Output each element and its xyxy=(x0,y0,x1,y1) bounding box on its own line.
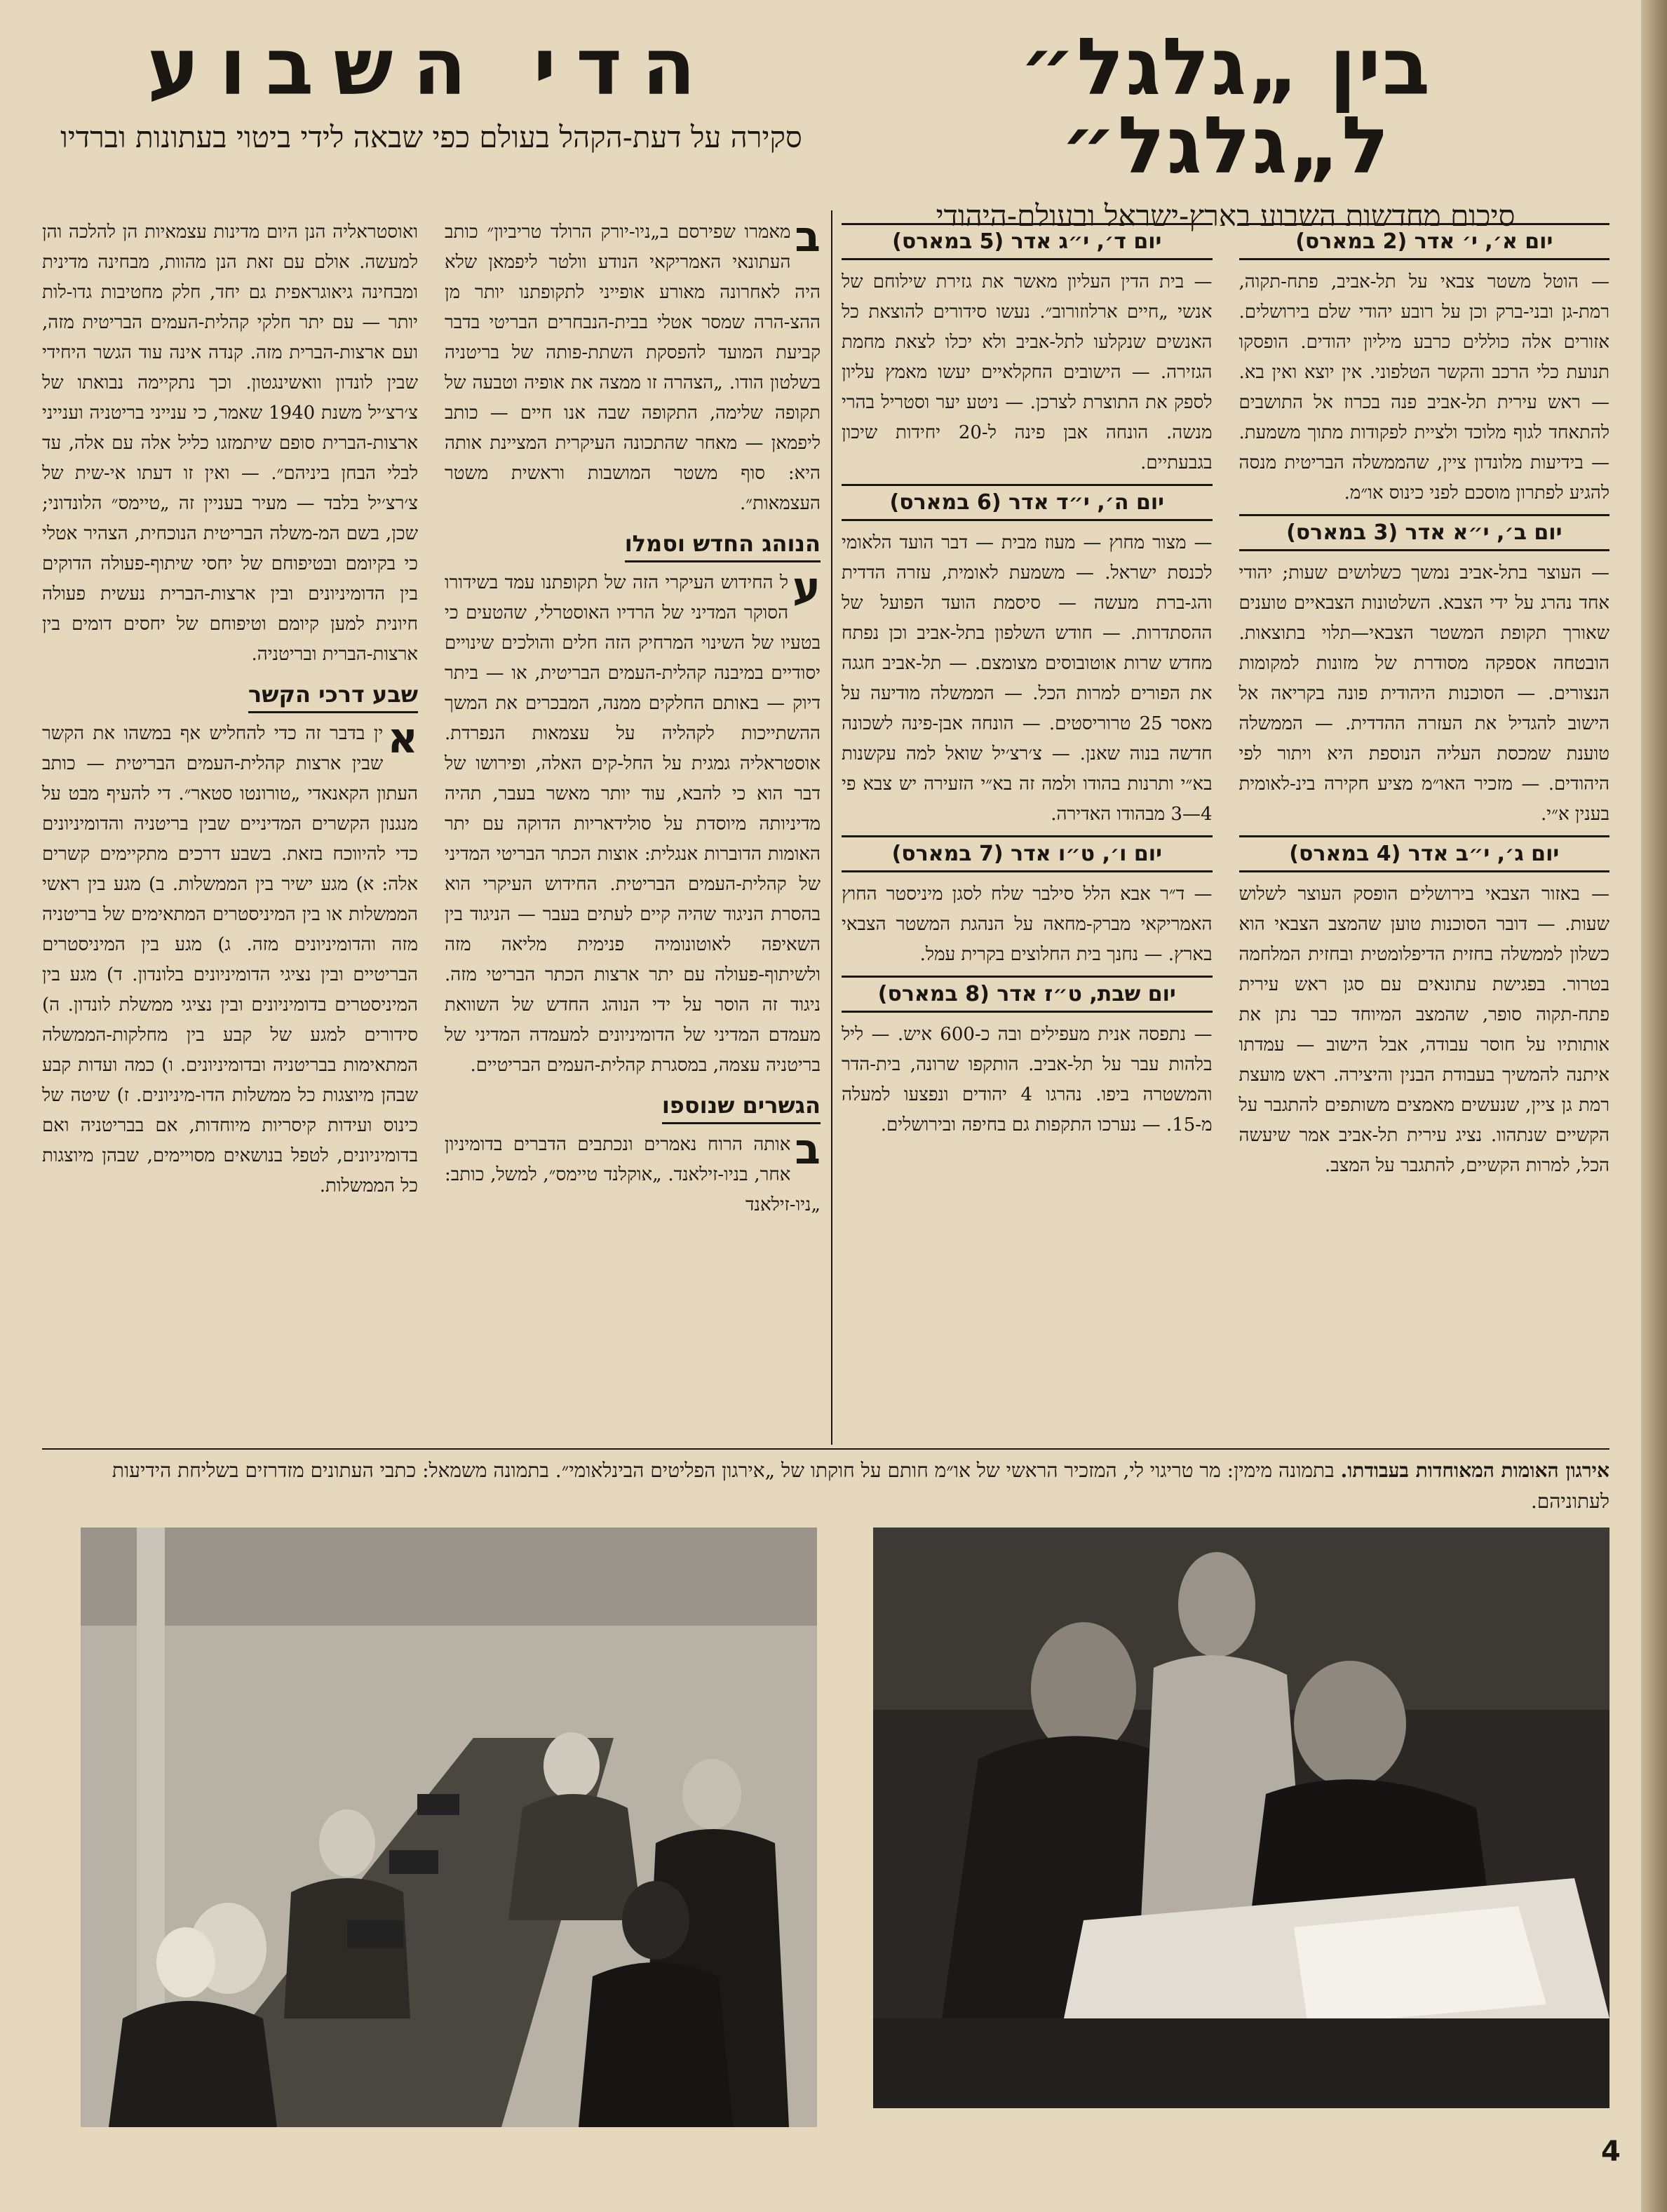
echoes-headline: הדי השבוע xyxy=(147,22,715,113)
paragraph-text: אותה הרוח נאמרים ונכתבים הדברים בדומיניון אחר, בניו-זילאנד. „אוקלנד טיימס״, למשל, כותב: „ניו-זילאנד xyxy=(445,1134,821,1215)
news-summary-columns xyxy=(842,217,1609,1184)
section-heading: שבע דרכי הקשר xyxy=(248,680,418,713)
day-heading: יום ג׳, י״ב אדר (4 במארס) xyxy=(1239,835,1610,872)
news-column-1 xyxy=(1239,217,1610,1184)
day-news-text: — באזור הצבאי בירושלים הופסק העוצר לשלוש שעות. — דובר הסוכנות טוען שהמצב הצבאי הוא כשלון לממשלה בחזית הדיפלומטית ובחזית המלחמה בטרור. בפגישת עתונאים עם סגן ראש עירית פתח-תקוה סופר, שהמצב המיוחד כבר נתן את אותותיו על חוסר עבודה, אבל הישוב — עמדתו איתנה להמשיך בעבודת הבנין והיצירה. ראש מועצת רמת גן ציין, שנעשים מאמצים משותפים להתגבר על הקשיים שנתהוו. נציג עירית תל-אביב אמר שיעשה הכל, למרות הקשיים, להתגבר על המצב. xyxy=(1239,884,1609,1176)
day-news-text: — העוצר בתל-אביב נמשך כשלושים שעות; יהודי אחד נהרג על ידי הצבא. השלטונות הצבאיים טוענים שאורך תקופת המשטר הצבאי—תלוי בתוצאות. הובטחה אספקה מסודרת של מזונות למקומות הנצורים. — הסוכנות היהודית פונה בקריאה אל הישוב להגדיל את העזרה ההדדית. — הממשלה טוענת שמכסת העליה הנוספת היא ויתור לפי היהודים. — מזכיר האו״מ מציע חקירה בינ-לאומית בענין א״י. xyxy=(1239,562,1609,825)
day-heading: יום ו׳, ט״ו אדר (7 במארס) xyxy=(842,835,1213,872)
article-paragraph: ואוסטראליה הנן היום מדינות עצמאיות הן להלכה והן למעשה. אולם עם זאת הנן מהוות, מבחינה מדינית ומבחינה גיאוגראפית גם יחד, חלק מחטיבות גדו-לות יותר — עם יתר חלקי קהלית-העמים הבריטית מזה, ועם ארצות-הברית מזה. קנדה אינה עוד הגשר היחידי שבין לונדון וואשינגטון. וכך נתקיימה נבואתו של צ׳רצ׳יל משנת 1940 שאמר, כי ענייני בריטניה וענייני ארצות-הברית סופם שיתמזגו כליל אלה עם אלה, עד לבלי הבחן ביניהם״. — ואין זו דעתו אי-שית של צ׳רצ׳יל בלבד — מעיר בעניין זה „טיימס״ הלונדוני; שכן, בשם המ-משלה הבריטית הנוכחית, הצהיר אטלי כי בקיומם ובטיפוחם של יחסי שיתוף-פעולה הדוקים בין הדומיניונים ובין ארצות-הברית נעשית פעולה חיונית למען קיומם וטיפוחם של יחסים דומים בין ארצות-הברית ובריטניה. xyxy=(42,222,418,665)
day-heading: יום ה׳, י״ד אדר (6 במארס) xyxy=(842,484,1213,521)
day-heading: יום א׳, י׳ אדר (2 במארס) xyxy=(1239,223,1610,260)
news-summary-subhead: סיכום מחדשות השבוע בארץ-ישראל ובעולם-היהודי xyxy=(936,198,1516,233)
day-heading: יום ב׳, י״א אדר (3 במארס) xyxy=(1239,514,1610,551)
paragraph-text: ין בדבר זה כדי להחליש אף במשהו את הקשר שבין ארצות קהלית-העמים הבריטית — כותב העתון הקאנאדי „טורונטו סטאר״. די להעיף מבט על מנגנון הקשרים המדיניים שבין בריטניה והדומיניונים כדי להיווכח בזאת. בשבע דרכים מתקיימים קשרים אלה: א) מגע ישיר בין הממשלות. ב) מגע בין ראשי הממשלות או בין המיניסטרים המתאימים של בריטניה מזה והדומיניונים מזה. ג) מגע בין המיניסטרים הבריטיים ובין נציגי הדומיניונים בלונדון. ד) מגע בין המיניסטרים בדומיניונים ובין נציגי ממשלת לונדון. ה) סידורים למגע של קבע בין מחלקות-הממשלה המתאימות בבריטניה ובדומיניונים. ו) כמה ועדות קבע שבהן מיוצגות כל ממשלות הדו-מיניונים. ז) שיטה של כינוס ועידות קיסריות מיוחדות, אם בבריטניה ואם בדומיניונים, לטפל בנושאים מסויימים, שבהן מיוצגות כל הממשלות. xyxy=(42,723,418,1196)
paragraph-text: מאמרו שפירסם ב„ניו-יורק הרולד טריביון״ כותב העתונאי האמריקאי הנודע וולטר ליפמאן שלא היה לאחרונה מאורע אופייני לתקופתנו יותר מן ההצ-הרה שמסר אטלי בבית-הנבחרים הבריטי בדבר קביעת המועד להפסקת השתת-פותה של בריטניה בשלטון הודו. „הצהרה זו ממצה את אופיה וטבעה של תקופה שלימה, התקופה שבה אנו חיים — כותב ליפמאן — מאחר שהתכונה העיקרית המציינת אותה היא: סוף משטר המושבות וראשית משטר העצמאות״. xyxy=(445,222,821,514)
drop-cap: א xyxy=(387,714,418,763)
article-paragraph xyxy=(445,563,821,1081)
photo-journalists xyxy=(81,1528,817,2127)
echoes-subhead: סקירה על דעת-הקהל בעולם כפי שבאה לידי ביטוי בעתונות וברדיו xyxy=(60,120,802,154)
column-divider xyxy=(831,210,832,1445)
day-news-text: — נתפסה אנית מעפילים ובה כ-600 איש. — ליל בלהות עבר על תל-אביב. הותקפו שרונה, בית-הדר והמשטרה ביפו. נהרגו 4 יהודים ונפצעו למעלה מ-15. — נערכו התקפות גם בחיפה ובירושלים. xyxy=(842,1024,1213,1135)
journalists-photo-image xyxy=(81,1528,817,2127)
news-summary-headline: בין „גלגל״ ל„גלגל״ xyxy=(1019,22,1432,191)
day-news-text: — בית הדין העליון מאשר את גזירת שילוחם של אנשי „חיים ארלוזורוב״. נעשו סידורים להוצאת כל האנשים שנקלעו לתל-אביב ולא יכלו לצאת מחמת הגזירה. — הישובים החקלאיים יעשו מאמץ עליון לספק את התוצרת לצרכן. — ניטע יער וסטריל בהרי מנשה. הונחה אבן פינה ל-20 יחידות שיכון בגבעתיים. xyxy=(842,271,1213,473)
day-news-text: — הוטל משטר צבאי על תל-אביב, פתח-תקוה, רמת-גן ובני-ברק וכן על רובע יהודי שלם בירושלים. אזורים אלה כוללים כרבע מיליון יהודים. הופסקו תנועת כלי הרכב והקשר הטלפוני. אין יוצא ואין בא. — ראש עירית תל-אביב פנה בכרוז אל התושבים להתאחד לגוף מלוכד ולציית לפקודות מתוך משמעת. — בידיעות מלונדון ציין, שהממשלה הבריטית מנסה להגיע לפתרון מוסכם לפני כינוס או״מ. xyxy=(1239,271,1609,504)
day-heading: יום ד׳, י״ג אדר (5 במארס) xyxy=(842,223,1213,260)
signing-photo-image xyxy=(873,1528,1609,2108)
caption-title: אירגון האומות המאוחדות בעבודתו. xyxy=(1340,1459,1609,1482)
page-number: 4 xyxy=(1601,2136,1621,2168)
drop-cap: ע xyxy=(792,563,821,612)
drop-cap: ב xyxy=(795,213,821,262)
drop-cap: ב xyxy=(795,1125,821,1174)
caption-text: בתמונה מימין: מר טריגוי לי, המזכיר הראשי של או״מ חותם על חוקתו של „אירגון הפליטים הבינלאומי״. בתמונה משמאל: כתבי העתונים מזדרזים בשליחת הידיעות לעתוניהם. xyxy=(112,1459,1609,1513)
section-heading: הגשרים שנוספו xyxy=(662,1091,821,1124)
photo-caption xyxy=(42,1448,1609,1517)
day-news-text: — ד״ר אבא הלל סילבר שלח לסגן מיניסטר החוץ האמריקאי מברק-מחאה על הנהגת המשטר הצבאי בארץ. — נחנך בית החלוצים בקרית עמל. xyxy=(842,884,1213,965)
echoes-section xyxy=(42,22,821,1215)
photo-signing-ceremony xyxy=(873,1528,1609,2108)
echoes-column-2 xyxy=(42,217,418,1223)
article-paragraph xyxy=(42,714,418,1201)
day-heading: יום שבת, ט״ז אדר (8 במארס) xyxy=(842,976,1213,1013)
echoes-columns xyxy=(42,213,821,1223)
adjacent-page-edge xyxy=(1641,0,1667,2212)
article-paragraph xyxy=(445,1125,821,1220)
news-column-2 xyxy=(842,217,1213,1184)
echoes-column-1 xyxy=(445,213,821,1223)
news-summary-section xyxy=(842,22,1609,1176)
section-heading: הנוהג החדש וסמלו xyxy=(625,529,821,562)
day-news-text: — מצור מחוץ — מעוז מבית — דבר הועד הלאומי לכנסת ישראל. — משמעת לאומית, עזרה הדדית והג-ברת מעשה — סיסמת הועד הפועל של ההסתדרות. — חודש השלפון בתל-אביב וכן נפתח מחדש שרות אוטובוסים מצומצם. — תל-אביב חגגה את הפורים למרות הכל. — הממשלה מודיעה על מאסר 25 טרוריסטים. — הונחה אבן-פינה לשכונה חדשה בנוה שאנן. — צ׳רצ׳יל שואל למה עקשנות בא״י ותרנות בהודו ולמה זה בא״י הזעירה יש צבא פי 4—3 מבהודו האדירה. xyxy=(842,532,1213,825)
article-paragraph xyxy=(445,213,821,519)
paragraph-text: ל החידוש העיקרי הזה של תקופתנו עמד בשידורו הסוקר המדיני של הרדיו האוסטרלי, שהטעים כי בטעיו של השינוי המרחיק הזה חלים והולכים שינויים יסודיים במיבנה קהלית-העמים הבריטית, או — ביתר דיוק — באותם החלקים ממנה, המבכרים את המשך ההשתייכות לקהליה על עצמאות הנפרדת. אוסטראליה גמגית על החל-קים האלה, ופירושו של דבר הוא כי להבא, עוד יותר מאשר בעבר, תהיה מדיניותה מיוסדת על סולידאריות הדוקה עם יתר האומות הדוברות אנגלית: אוצות הכתר הבריטי המדיני של קהלית-העמים הבריטית. החידוש העיקרי הוא בהסרת הניגוד שהיה קיים לעתים בעבר — הניגוד בין השאיפה לאוטונומיה פנימית מליאה מזה ולשיתוף-פעולה עם יתר ארצות הכתר הבריטי מזה. ניגוד זה הוסר על ידי הנוהג החדש של השוואת מעמדם המדיני של הדומיניונים למעמדה המדיני של בריטניה עצמה, במסגרת קהלית-העמים הבריטיים. xyxy=(445,572,821,1076)
